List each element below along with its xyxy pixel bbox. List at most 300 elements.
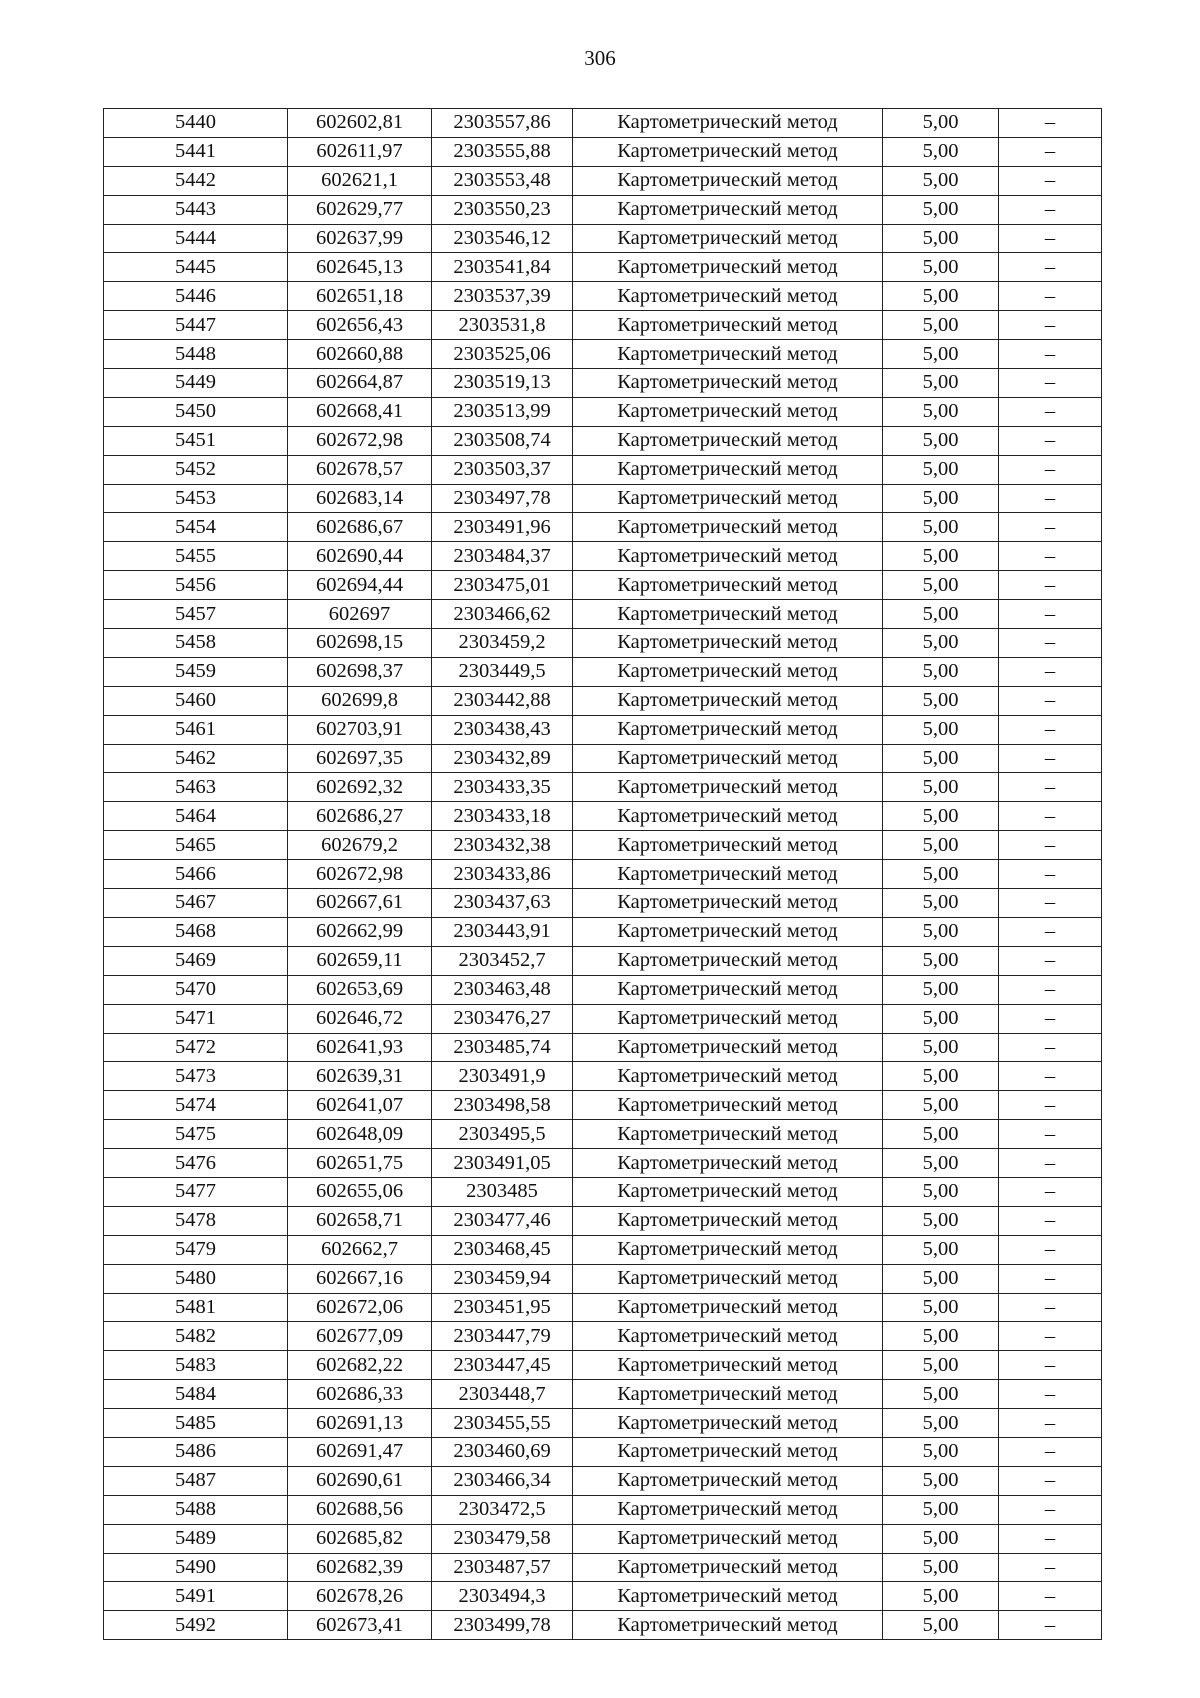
- y-coordinate-cell: 2303508,74: [432, 426, 573, 455]
- y-coordinate-cell: 2303437,63: [432, 889, 573, 918]
- x-coordinate-cell: 602691,13: [288, 1409, 432, 1438]
- table-row: [104, 1437, 1102, 1466]
- y-coordinate-cell: 2303503,37: [432, 455, 573, 484]
- method-cell: Картометрический метод: [573, 1264, 883, 1293]
- method-cell: Картометрический метод: [573, 657, 883, 686]
- x-coordinate-cell: 602639,31: [288, 1062, 432, 1091]
- accuracy-cell: 5,00: [883, 224, 999, 253]
- y-coordinate-cell: 2303557,86: [432, 109, 573, 138]
- table-row: [104, 1206, 1102, 1235]
- method-cell: Картометрический метод: [573, 889, 883, 918]
- x-coordinate-cell: 602692,32: [288, 773, 432, 802]
- table-row: [104, 542, 1102, 571]
- y-coordinate-cell: 2303494,3: [432, 1582, 573, 1611]
- x-coordinate-cell: 602659,11: [288, 946, 432, 975]
- x-coordinate-cell: 602672,98: [288, 860, 432, 889]
- point-number-cell: 5456: [104, 571, 288, 600]
- description-cell: –: [999, 1120, 1102, 1149]
- table-row: [104, 1004, 1102, 1033]
- table-row: [104, 975, 1102, 1004]
- method-cell: Картометрический метод: [573, 311, 883, 340]
- accuracy-cell: 5,00: [883, 1322, 999, 1351]
- table-row: [104, 1611, 1102, 1640]
- x-coordinate-cell: 602662,99: [288, 917, 432, 946]
- x-coordinate-cell: 602698,37: [288, 657, 432, 686]
- x-coordinate-cell: 602646,72: [288, 1004, 432, 1033]
- description-cell: –: [999, 686, 1102, 715]
- accuracy-cell: 5,00: [883, 744, 999, 773]
- point-number-cell: 5470: [104, 975, 288, 1004]
- y-coordinate-cell: 2303476,27: [432, 1004, 573, 1033]
- description-cell: –: [999, 802, 1102, 831]
- method-cell: Картометрический метод: [573, 946, 883, 975]
- accuracy-cell: 5,00: [883, 1495, 999, 1524]
- description-cell: –: [999, 1033, 1102, 1062]
- table-row: [104, 715, 1102, 744]
- method-cell: Картометрический метод: [573, 1466, 883, 1495]
- description-cell: –: [999, 1235, 1102, 1264]
- table-row: [104, 397, 1102, 426]
- point-number-cell: 5464: [104, 802, 288, 831]
- accuracy-cell: 5,00: [883, 917, 999, 946]
- point-number-cell: 5485: [104, 1409, 288, 1438]
- description-cell: –: [999, 831, 1102, 860]
- x-coordinate-cell: 602645,13: [288, 253, 432, 282]
- point-number-cell: 5467: [104, 889, 288, 918]
- accuracy-cell: 5,00: [883, 1553, 999, 1582]
- point-number-cell: 5453: [104, 484, 288, 513]
- y-coordinate-cell: 2303442,88: [432, 686, 573, 715]
- y-coordinate-cell: 2303479,58: [432, 1524, 573, 1553]
- method-cell: Картометрический метод: [573, 1611, 883, 1640]
- point-number-cell: 5440: [104, 109, 288, 138]
- y-coordinate-cell: 2303472,5: [432, 1495, 573, 1524]
- point-number-cell: 5483: [104, 1351, 288, 1380]
- accuracy-cell: 5,00: [883, 282, 999, 311]
- accuracy-cell: 5,00: [883, 802, 999, 831]
- y-coordinate-cell: 2303433,86: [432, 860, 573, 889]
- y-coordinate-cell: 2303485: [432, 1177, 573, 1206]
- accuracy-cell: 5,00: [883, 1380, 999, 1409]
- method-cell: Картометрический метод: [573, 686, 883, 715]
- point-number-cell: 5479: [104, 1235, 288, 1264]
- method-cell: Картометрический метод: [573, 369, 883, 398]
- accuracy-cell: 5,00: [883, 831, 999, 860]
- accuracy-cell: 5,00: [883, 946, 999, 975]
- x-coordinate-cell: 602697: [288, 600, 432, 629]
- description-cell: –: [999, 860, 1102, 889]
- point-number-cell: 5441: [104, 137, 288, 166]
- description-cell: –: [999, 1293, 1102, 1322]
- x-coordinate-cell: 602637,99: [288, 224, 432, 253]
- method-cell: Картометрический метод: [573, 1524, 883, 1553]
- method-cell: Картометрический метод: [573, 253, 883, 282]
- description-cell: –: [999, 166, 1102, 195]
- accuracy-cell: 5,00: [883, 311, 999, 340]
- point-number-cell: 5449: [104, 369, 288, 398]
- description-cell: –: [999, 311, 1102, 340]
- method-cell: Картометрический метод: [573, 542, 883, 571]
- y-coordinate-cell: 2303477,46: [432, 1206, 573, 1235]
- accuracy-cell: 5,00: [883, 975, 999, 1004]
- method-cell: Картометрический метод: [573, 484, 883, 513]
- y-coordinate-cell: 2303459,94: [432, 1264, 573, 1293]
- point-number-cell: 5446: [104, 282, 288, 311]
- description-cell: –: [999, 1351, 1102, 1380]
- method-cell: Картометрический метод: [573, 773, 883, 802]
- x-coordinate-cell: 602679,2: [288, 831, 432, 860]
- point-number-cell: 5491: [104, 1582, 288, 1611]
- point-number-cell: 5460: [104, 686, 288, 715]
- table-row: [104, 1466, 1102, 1495]
- x-coordinate-cell: 602651,75: [288, 1149, 432, 1178]
- accuracy-cell: 5,00: [883, 109, 999, 138]
- accuracy-cell: 5,00: [883, 1177, 999, 1206]
- point-number-cell: 5445: [104, 253, 288, 282]
- method-cell: Картометрический метод: [573, 600, 883, 629]
- description-cell: –: [999, 1062, 1102, 1091]
- description-cell: –: [999, 657, 1102, 686]
- point-number-cell: 5444: [104, 224, 288, 253]
- y-coordinate-cell: 2303553,48: [432, 166, 573, 195]
- accuracy-cell: 5,00: [883, 1437, 999, 1466]
- table-row: [104, 1235, 1102, 1264]
- table-row: [104, 1264, 1102, 1293]
- point-number-cell: 5466: [104, 860, 288, 889]
- method-cell: Картометрический метод: [573, 1062, 883, 1091]
- table-row: [104, 1524, 1102, 1553]
- x-coordinate-cell: 602677,09: [288, 1322, 432, 1351]
- accuracy-cell: 5,00: [883, 571, 999, 600]
- method-cell: Картометрический метод: [573, 860, 883, 889]
- table-row: [104, 1149, 1102, 1178]
- accuracy-cell: 5,00: [883, 195, 999, 224]
- y-coordinate-cell: 2303455,55: [432, 1409, 573, 1438]
- accuracy-cell: 5,00: [883, 369, 999, 398]
- description-cell: –: [999, 1177, 1102, 1206]
- table-row: [104, 571, 1102, 600]
- method-cell: Картометрический метод: [573, 715, 883, 744]
- x-coordinate-cell: 602690,61: [288, 1466, 432, 1495]
- x-coordinate-cell: 602683,14: [288, 484, 432, 513]
- method-cell: Картометрический метод: [573, 513, 883, 542]
- x-coordinate-cell: 602611,97: [288, 137, 432, 166]
- method-cell: Картометрический метод: [573, 1322, 883, 1351]
- method-cell: Картометрический метод: [573, 1495, 883, 1524]
- y-coordinate-cell: 2303519,13: [432, 369, 573, 398]
- table-row: [104, 860, 1102, 889]
- y-coordinate-cell: 2303475,01: [432, 571, 573, 600]
- method-cell: Картометрический метод: [573, 1235, 883, 1264]
- table-row: [104, 917, 1102, 946]
- description-cell: –: [999, 1149, 1102, 1178]
- y-coordinate-cell: 2303466,62: [432, 600, 573, 629]
- y-coordinate-cell: 2303452,7: [432, 946, 573, 975]
- accuracy-cell: 5,00: [883, 1149, 999, 1178]
- description-cell: –: [999, 1495, 1102, 1524]
- x-coordinate-cell: 602655,06: [288, 1177, 432, 1206]
- description-cell: –: [999, 513, 1102, 542]
- method-cell: Картометрический метод: [573, 195, 883, 224]
- x-coordinate-cell: 602621,1: [288, 166, 432, 195]
- table-row: [104, 946, 1102, 975]
- description-cell: –: [999, 744, 1102, 773]
- y-coordinate-cell: 2303541,84: [432, 253, 573, 282]
- y-coordinate-cell: 2303525,06: [432, 340, 573, 369]
- y-coordinate-cell: 2303555,88: [432, 137, 573, 166]
- accuracy-cell: 5,00: [883, 889, 999, 918]
- x-coordinate-cell: 602664,87: [288, 369, 432, 398]
- accuracy-cell: 5,00: [883, 1091, 999, 1120]
- y-coordinate-cell: 2303449,5: [432, 657, 573, 686]
- method-cell: Картометрический метод: [573, 1004, 883, 1033]
- method-cell: Картометрический метод: [573, 1409, 883, 1438]
- point-number-cell: 5452: [104, 455, 288, 484]
- accuracy-cell: 5,00: [883, 715, 999, 744]
- x-coordinate-cell: 602686,27: [288, 802, 432, 831]
- y-coordinate-cell: 2303550,23: [432, 195, 573, 224]
- y-coordinate-cell: 2303498,58: [432, 1091, 573, 1120]
- table-row: [104, 195, 1102, 224]
- method-cell: Картометрический метод: [573, 802, 883, 831]
- point-number-cell: 5488: [104, 1495, 288, 1524]
- y-coordinate-cell: 2303513,99: [432, 397, 573, 426]
- y-coordinate-cell: 2303432,89: [432, 744, 573, 773]
- method-cell: Картометрический метод: [573, 1091, 883, 1120]
- description-cell: –: [999, 600, 1102, 629]
- description-cell: –: [999, 1264, 1102, 1293]
- accuracy-cell: 5,00: [883, 1611, 999, 1640]
- table-row: [104, 224, 1102, 253]
- accuracy-cell: 5,00: [883, 1293, 999, 1322]
- description-cell: –: [999, 1091, 1102, 1120]
- accuracy-cell: 5,00: [883, 484, 999, 513]
- x-coordinate-cell: 602698,15: [288, 629, 432, 658]
- y-coordinate-cell: 2303485,74: [432, 1033, 573, 1062]
- point-number-cell: 5481: [104, 1293, 288, 1322]
- accuracy-cell: 5,00: [883, 1524, 999, 1553]
- point-number-cell: 5487: [104, 1466, 288, 1495]
- x-coordinate-cell: 602662,7: [288, 1235, 432, 1264]
- point-number-cell: 5490: [104, 1553, 288, 1582]
- point-number-cell: 5451: [104, 426, 288, 455]
- y-coordinate-cell: 2303433,18: [432, 802, 573, 831]
- point-number-cell: 5455: [104, 542, 288, 571]
- table-row: [104, 1582, 1102, 1611]
- x-coordinate-cell: 602602,81: [288, 109, 432, 138]
- x-coordinate-cell: 602673,41: [288, 1611, 432, 1640]
- method-cell: Картометрический метод: [573, 109, 883, 138]
- description-cell: –: [999, 455, 1102, 484]
- y-coordinate-cell: 2303491,05: [432, 1149, 573, 1178]
- description-cell: –: [999, 715, 1102, 744]
- accuracy-cell: 5,00: [883, 773, 999, 802]
- table-row: [104, 311, 1102, 340]
- description-cell: –: [999, 975, 1102, 1004]
- description-cell: –: [999, 484, 1102, 513]
- description-cell: –: [999, 224, 1102, 253]
- method-cell: Картометрический метод: [573, 340, 883, 369]
- description-cell: –: [999, 1322, 1102, 1351]
- description-cell: –: [999, 137, 1102, 166]
- description-cell: –: [999, 109, 1102, 138]
- point-number-cell: 5457: [104, 600, 288, 629]
- table-row: [104, 889, 1102, 918]
- method-cell: Картометрический метод: [573, 1206, 883, 1235]
- table-row: [104, 253, 1102, 282]
- x-coordinate-cell: 602697,35: [288, 744, 432, 773]
- accuracy-cell: 5,00: [883, 600, 999, 629]
- x-coordinate-cell: 602651,18: [288, 282, 432, 311]
- method-cell: Картометрический метод: [573, 1437, 883, 1466]
- table-row: [104, 744, 1102, 773]
- description-cell: –: [999, 889, 1102, 918]
- y-coordinate-cell: 2303460,69: [432, 1437, 573, 1466]
- point-number-cell: 5486: [104, 1437, 288, 1466]
- accuracy-cell: 5,00: [883, 1062, 999, 1091]
- accuracy-cell: 5,00: [883, 1120, 999, 1149]
- description-cell: –: [999, 1466, 1102, 1495]
- point-number-cell: 5465: [104, 831, 288, 860]
- point-number-cell: 5463: [104, 773, 288, 802]
- table-row: [104, 166, 1102, 195]
- point-number-cell: 5468: [104, 917, 288, 946]
- point-number-cell: 5443: [104, 195, 288, 224]
- method-cell: Картометрический метод: [573, 975, 883, 1004]
- table-row: [104, 1062, 1102, 1091]
- point-number-cell: 5454: [104, 513, 288, 542]
- method-cell: Картометрический метод: [573, 1033, 883, 1062]
- y-coordinate-cell: 2303432,38: [432, 831, 573, 860]
- x-coordinate-cell: 602678,26: [288, 1582, 432, 1611]
- table-row: [104, 369, 1102, 398]
- table-row: [104, 1177, 1102, 1206]
- y-coordinate-cell: 2303447,45: [432, 1351, 573, 1380]
- description-cell: –: [999, 773, 1102, 802]
- method-cell: Картометрический метод: [573, 1120, 883, 1149]
- y-coordinate-cell: 2303466,34: [432, 1466, 573, 1495]
- point-number-cell: 5474: [104, 1091, 288, 1120]
- description-cell: –: [999, 340, 1102, 369]
- description-cell: –: [999, 629, 1102, 658]
- point-number-cell: 5477: [104, 1177, 288, 1206]
- accuracy-cell: 5,00: [883, 542, 999, 571]
- x-coordinate-cell: 602682,22: [288, 1351, 432, 1380]
- page-number: 306: [584, 46, 616, 70]
- method-cell: Картометрический метод: [573, 1149, 883, 1178]
- x-coordinate-cell: 602699,8: [288, 686, 432, 715]
- table-row: [104, 513, 1102, 542]
- x-coordinate-cell: 602641,07: [288, 1091, 432, 1120]
- x-coordinate-cell: 602656,43: [288, 311, 432, 340]
- method-cell: Картометрический метод: [573, 917, 883, 946]
- method-cell: Картометрический метод: [573, 1351, 883, 1380]
- point-number-cell: 5459: [104, 657, 288, 686]
- table-row: [104, 1293, 1102, 1322]
- y-coordinate-cell: 2303495,5: [432, 1120, 573, 1149]
- accuracy-cell: 5,00: [883, 860, 999, 889]
- point-number-cell: 5472: [104, 1033, 288, 1062]
- y-coordinate-cell: 2303433,35: [432, 773, 573, 802]
- y-coordinate-cell: 2303537,39: [432, 282, 573, 311]
- point-number-cell: 5480: [104, 1264, 288, 1293]
- accuracy-cell: 5,00: [883, 657, 999, 686]
- x-coordinate-cell: 602691,47: [288, 1437, 432, 1466]
- method-cell: Картометрический метод: [573, 629, 883, 658]
- x-coordinate-cell: 602648,09: [288, 1120, 432, 1149]
- description-cell: –: [999, 253, 1102, 282]
- accuracy-cell: 5,00: [883, 1004, 999, 1033]
- table-row: [104, 137, 1102, 166]
- x-coordinate-cell: 602668,41: [288, 397, 432, 426]
- table-row: [104, 109, 1102, 138]
- x-coordinate-cell: 602660,88: [288, 340, 432, 369]
- description-cell: –: [999, 542, 1102, 571]
- point-number-cell: 5492: [104, 1611, 288, 1640]
- x-coordinate-cell: 602686,67: [288, 513, 432, 542]
- point-number-cell: 5448: [104, 340, 288, 369]
- method-cell: Картометрический метод: [573, 137, 883, 166]
- y-coordinate-cell: 2303546,12: [432, 224, 573, 253]
- method-cell: Картометрический метод: [573, 397, 883, 426]
- accuracy-cell: 5,00: [883, 629, 999, 658]
- x-coordinate-cell: 602703,91: [288, 715, 432, 744]
- x-coordinate-cell: 602685,82: [288, 1524, 432, 1553]
- table-row: [104, 340, 1102, 369]
- point-number-cell: 5475: [104, 1120, 288, 1149]
- description-cell: –: [999, 1553, 1102, 1582]
- x-coordinate-cell: 602688,56: [288, 1495, 432, 1524]
- table-row: [104, 1091, 1102, 1120]
- accuracy-cell: 5,00: [883, 1351, 999, 1380]
- point-number-cell: 5476: [104, 1149, 288, 1178]
- point-number-cell: 5442: [104, 166, 288, 195]
- method-cell: Картометрический метод: [573, 744, 883, 773]
- table-row: [104, 1351, 1102, 1380]
- y-coordinate-cell: 2303447,79: [432, 1322, 573, 1351]
- x-coordinate-cell: 602629,77: [288, 195, 432, 224]
- description-cell: –: [999, 426, 1102, 455]
- table-row: [104, 773, 1102, 802]
- method-cell: Картометрический метод: [573, 282, 883, 311]
- table-row: [104, 1495, 1102, 1524]
- point-number-cell: 5462: [104, 744, 288, 773]
- y-coordinate-cell: 2303497,78: [432, 484, 573, 513]
- method-cell: Картометрический метод: [573, 571, 883, 600]
- y-coordinate-cell: 2303491,9: [432, 1062, 573, 1091]
- accuracy-cell: 5,00: [883, 1466, 999, 1495]
- accuracy-cell: 5,00: [883, 166, 999, 195]
- accuracy-cell: 5,00: [883, 397, 999, 426]
- description-cell: –: [999, 1380, 1102, 1409]
- accuracy-cell: 5,00: [883, 455, 999, 484]
- x-coordinate-cell: 602658,71: [288, 1206, 432, 1235]
- accuracy-cell: 5,00: [883, 1206, 999, 1235]
- x-coordinate-cell: 602686,33: [288, 1380, 432, 1409]
- table-row: [104, 484, 1102, 513]
- accuracy-cell: 5,00: [883, 1409, 999, 1438]
- table-row: [104, 802, 1102, 831]
- y-coordinate-cell: 2303531,8: [432, 311, 573, 340]
- method-cell: Картометрический метод: [573, 224, 883, 253]
- y-coordinate-cell: 2303443,91: [432, 917, 573, 946]
- x-coordinate-cell: 602694,44: [288, 571, 432, 600]
- description-cell: –: [999, 1206, 1102, 1235]
- point-number-cell: 5482: [104, 1322, 288, 1351]
- description-cell: –: [999, 1611, 1102, 1640]
- coordinates-table: [103, 108, 1102, 1640]
- point-number-cell: 5450: [104, 397, 288, 426]
